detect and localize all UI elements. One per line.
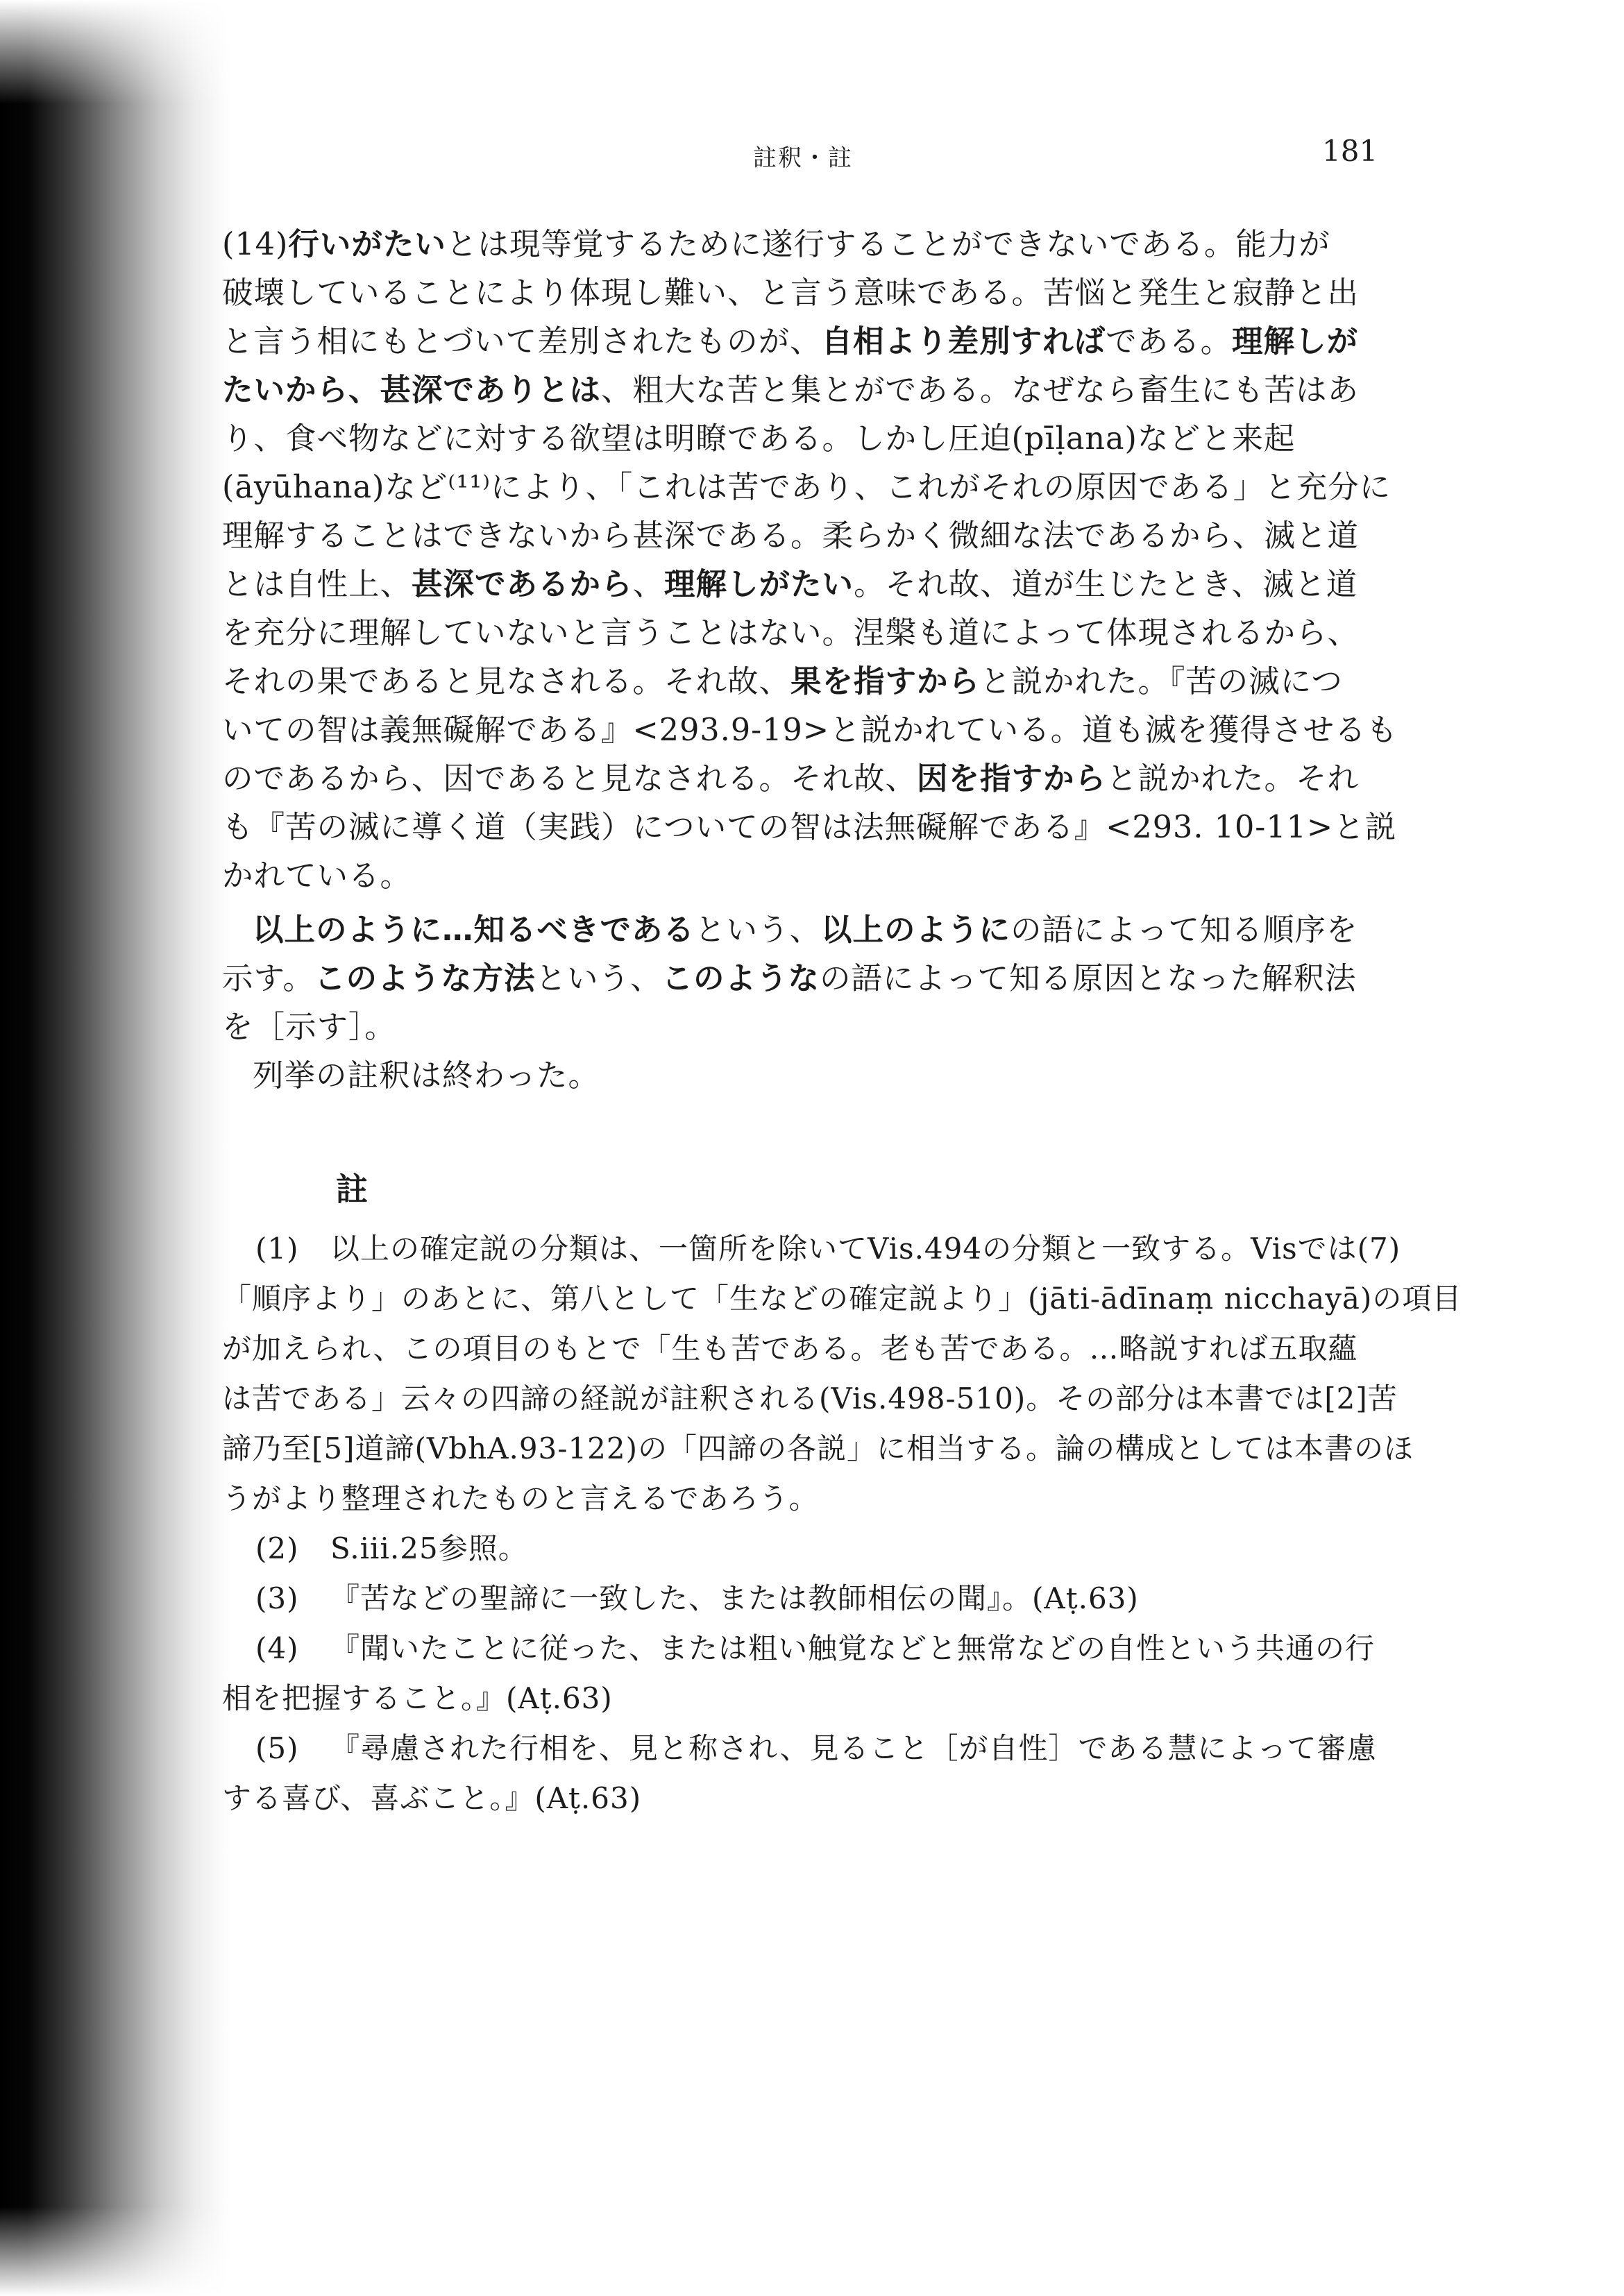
text: 、粗大な苦と集とがである。なぜなら畜生にも苦はあ	[601, 373, 1360, 408]
keyword: 果を指すから	[790, 664, 981, 699]
keyword: 因を指すから	[917, 761, 1107, 797]
note-number: (1)	[255, 1232, 299, 1266]
paragraph-summary-cont	[222, 955, 1416, 1052]
note-text: 諦乃至[5]道諦(VbhA.93-122)の「四諦の各説」に相当する。論の構成としては本書のほ	[222, 1431, 1414, 1465]
text: と言う相にもとづいて差別されたものが、	[222, 324, 822, 359]
text-line: を充分に理解していないと言うことはない。涅槃も道によって体現されるから、	[222, 615, 1360, 651]
text-line: 理解することはできないから甚深である。柔らかく微細な法であるから、滅と道	[222, 518, 1360, 554]
text-line: 列挙の註釈は終わった。	[253, 1058, 600, 1094]
note-text: は苦である」云々の四諦の経説が註釈される(Vis.498-510)。その部分は本書では[2]苦	[222, 1381, 1398, 1415]
paragraph-summary	[222, 906, 1416, 955]
text-line	[253, 906, 1416, 955]
text: の語によって知る順序を	[1010, 912, 1358, 948]
note-item	[222, 1224, 1462, 1524]
note-text: 『苦などの聖諦に一致した、または教師相伝の聞』。(Aṭ.63)	[330, 1581, 1139, 1615]
note-text: 以上の確定説の分類は、一箇所を除いてVis.494の分類と一致する。Visでは(7)	[330, 1232, 1401, 1266]
text: という、	[535, 961, 662, 996]
text-line: り、食べ物などに対する欲望は明瞭である。しかし圧迫(pīḷana)などと来起	[222, 421, 1296, 457]
text-line	[222, 221, 1416, 269]
text: のであるから、因であると見なされる。それ故、	[222, 761, 917, 797]
note-text: S.iii.25参照。	[330, 1531, 528, 1565]
text-line	[222, 755, 1416, 803]
text: 示す。	[222, 961, 314, 996]
notes-heading: 註	[336, 1171, 368, 1208]
keyword: たいから、甚深でありとは	[222, 373, 602, 408]
text: という、	[695, 912, 822, 948]
paragraph-closing	[222, 1052, 1416, 1100]
note-item	[222, 1624, 1416, 1724]
note-item	[222, 1574, 1416, 1624]
scan-binding-shadow	[0, 0, 229, 2296]
note-number: (2)	[255, 1531, 299, 1565]
keyword: 甚深であるから	[412, 567, 633, 602]
text: と説かれた。それ	[1106, 761, 1360, 797]
text-line	[222, 955, 1416, 1003]
text: とは現等覚するために遂行することができないである。能力が	[446, 227, 1330, 262]
keyword: 自相より差別すれば	[821, 324, 1106, 359]
note-number: (3)	[255, 1581, 299, 1615]
text-line: いての智は義無礙解である』<293.9-19>と説かれている。道も滅を獲得させるも	[222, 713, 1398, 748]
text-line	[222, 318, 1416, 366]
text: 、	[632, 567, 665, 602]
keyword: このような方法	[314, 961, 536, 996]
running-header: 註釈・註	[753, 144, 853, 172]
notes-list	[222, 1224, 1462, 1823]
page-body	[222, 221, 1462, 1823]
note-number: (5)	[255, 1731, 299, 1765]
note-text: うがより整理されたものと言えるであろう。	[222, 1481, 819, 1515]
keyword: 以上のように…知るべきである	[253, 912, 695, 948]
note-text: 『尋慮された行相を、見と称され、見ること［が自性］である慧によって審慮	[330, 1731, 1377, 1765]
text-line: を［示す］。	[222, 1010, 396, 1045]
keyword: 行いがたい	[288, 227, 446, 262]
keyword: 以上のように	[821, 912, 1011, 948]
text-line	[222, 658, 1416, 706]
paragraph-14	[222, 221, 1416, 901]
text-line	[222, 561, 1416, 609]
note-text: 『聞いたことに従った、または粗い触覚などと無常などの自性という共通の行	[330, 1631, 1376, 1665]
keyword: 理解しがたい	[664, 567, 854, 602]
keyword: 理解しが	[1232, 324, 1359, 359]
note-text: する喜び、喜ぶこと。』(Aṭ.63)	[222, 1781, 642, 1815]
keyword: このような	[661, 961, 820, 996]
scan-shadow-fade-top	[0, 0, 229, 104]
note-text: が加えられ、この項目のもとで「生も苦である。老も苦である。…略説すれば五取蘊	[222, 1332, 1358, 1366]
text: の語によって知る原因となった解釈法	[820, 961, 1357, 996]
note-text: 相を把握すること。』(Aṭ.63)	[222, 1681, 613, 1715]
note-item	[222, 1724, 1416, 1823]
text: とは自性上、	[222, 567, 412, 602]
text: である。	[1106, 324, 1233, 359]
text: と説かれた。『苦の滅につ	[980, 664, 1343, 699]
text-line: も『苦の滅に導く道（実践）についての智は法無礙解である』<293. 10-11>と説	[222, 810, 1397, 845]
text-line	[222, 366, 1416, 415]
text: それの果であると見なされる。それ故、	[222, 664, 791, 699]
note-number: (4)	[255, 1631, 299, 1665]
note-item	[222, 1524, 1416, 1574]
note-ref: (14)	[222, 227, 289, 262]
text-line: 破壊していることにより体現し難い、と言う意味である。苦悩と発生と寂静と出	[222, 275, 1360, 311]
text: 。それ故、道が生じたとき、滅と道	[854, 567, 1358, 602]
text-line: (āyūhana)など⁽¹¹⁾により、「これは苦であり、これがそれの原因である」と充分に	[222, 470, 1392, 505]
page-number: 181	[1322, 134, 1378, 168]
text-line: かれている。	[222, 858, 412, 894]
scan-shadow-fade-bottom	[0, 2206, 229, 2296]
note-text: 「順序より」のあとに、第八として「生などの確定説より」(jāti-ādīnaṃ nicchayā)の項目	[222, 1282, 1462, 1316]
